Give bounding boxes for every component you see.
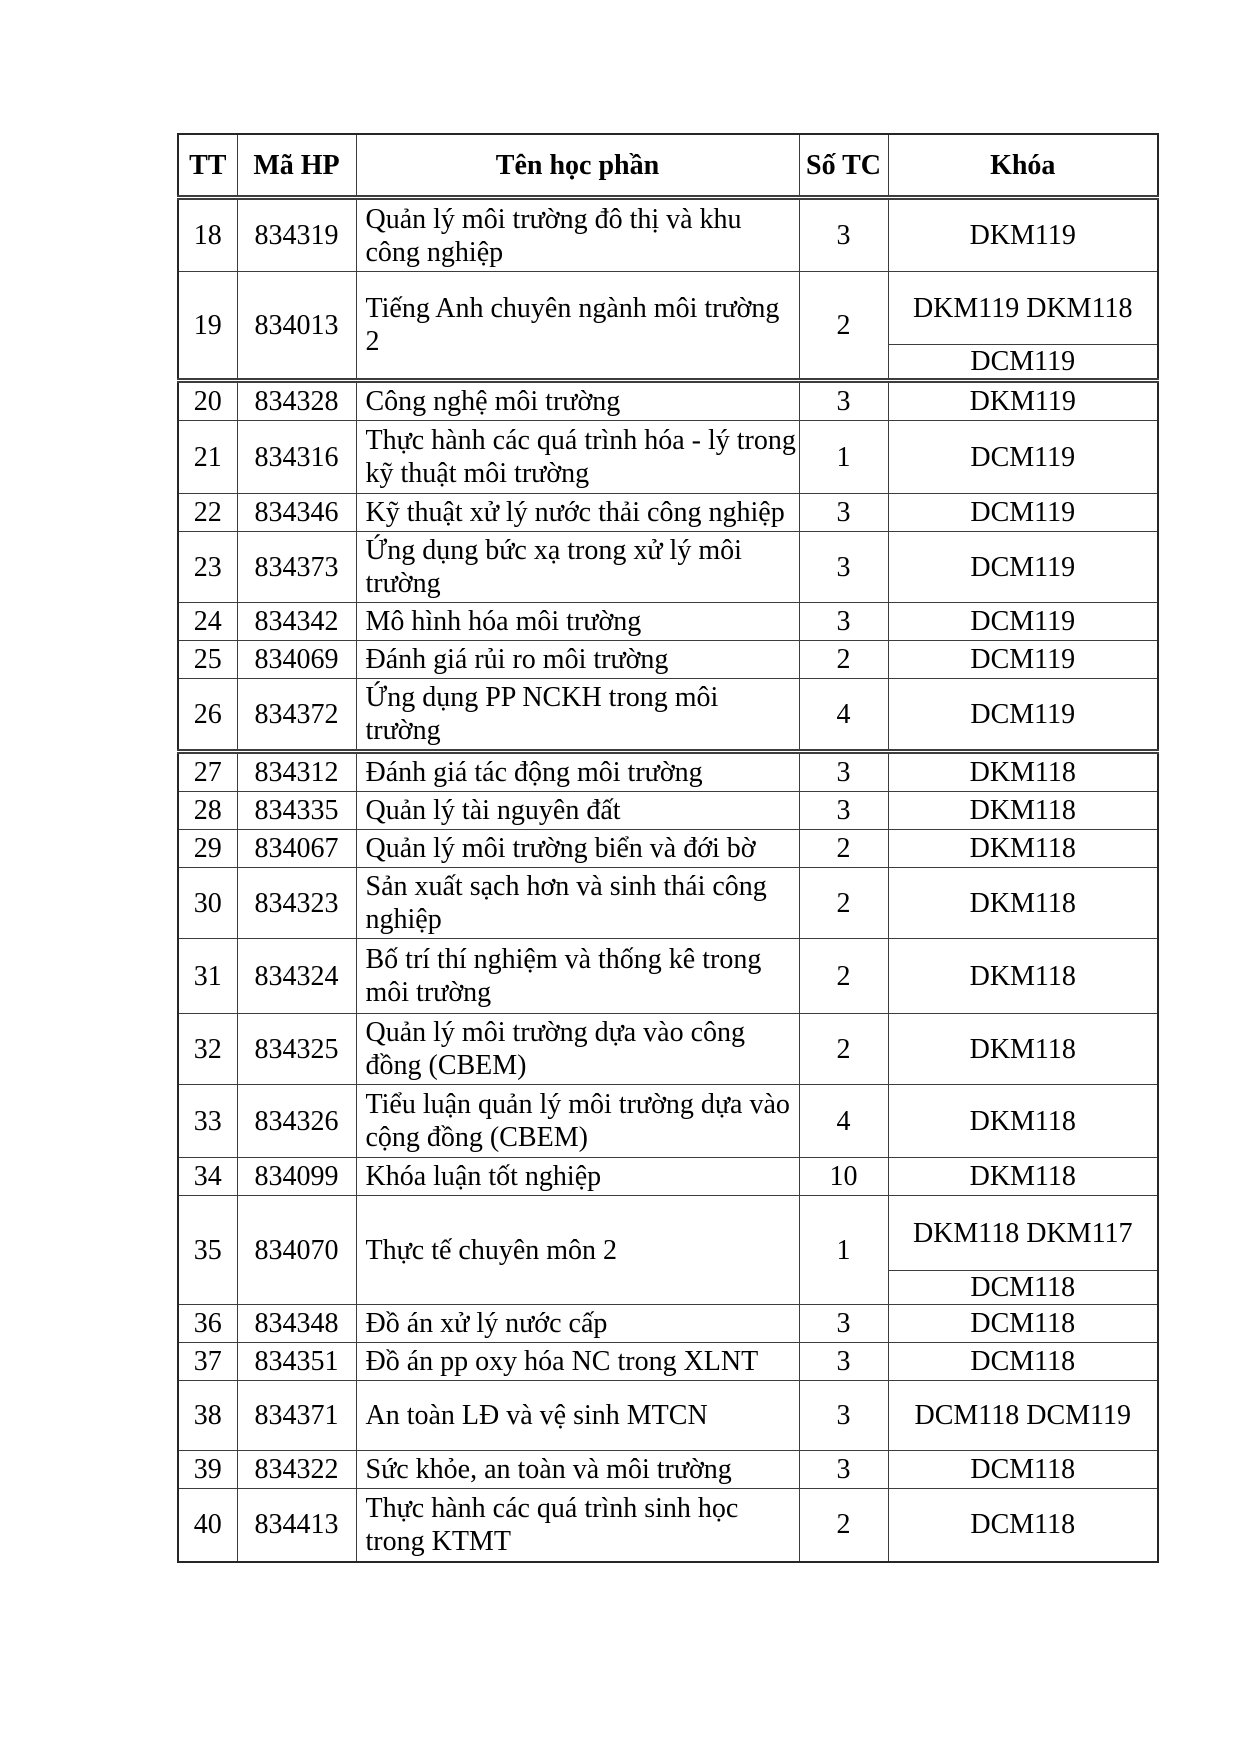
table-row bbox=[178, 1343, 1158, 1381]
cell-ten: Khóa luận tốt nghiệp bbox=[356, 1158, 799, 1196]
table-row bbox=[178, 1451, 1158, 1489]
cell-tt: 28 bbox=[178, 792, 237, 830]
cell-khoa: DKM118 bbox=[888, 868, 1158, 939]
table-row bbox=[178, 752, 1158, 792]
cell-ten: Thực hành các quá trình hóa - lý trong kỹ thuật môi trường bbox=[356, 421, 799, 494]
cell-so-tc: 2 bbox=[799, 830, 888, 868]
cell-so-tc: 2 bbox=[799, 939, 888, 1014]
cell-ma-hp: 834342 bbox=[237, 603, 356, 641]
cell-tt: 33 bbox=[178, 1085, 237, 1158]
cell-tt: 31 bbox=[178, 939, 237, 1014]
cell-khoa: DCM118 bbox=[888, 1489, 1158, 1562]
cell-ten: Bố trí thí nghiệm và thống kê trong môi trường bbox=[356, 939, 799, 1014]
table-row bbox=[178, 272, 1158, 345]
cell-ma-hp: 834325 bbox=[237, 1014, 356, 1085]
cell-ten: Quản lý môi trường đô thị và khu công nghiệp bbox=[356, 198, 799, 272]
cell-khoa: DCM119 bbox=[888, 421, 1158, 494]
cell-ma-hp: 834371 bbox=[237, 1381, 356, 1451]
cell-ten: Tiếng Anh chuyên ngành môi trường 2 bbox=[356, 272, 799, 381]
cell-khoa: DKM118 bbox=[888, 792, 1158, 830]
cell-so-tc: 3 bbox=[799, 1381, 888, 1451]
cell-ten: Sản xuất sạch hơn và sinh thái công nghiệp bbox=[356, 868, 799, 939]
cell-ma-hp: 834373 bbox=[237, 532, 356, 603]
cell-so-tc: 1 bbox=[799, 1196, 888, 1305]
cell-tt: 34 bbox=[178, 1158, 237, 1196]
cell-khoa: DCM118 DCM119 bbox=[888, 1381, 1158, 1451]
cell-so-tc: 4 bbox=[799, 679, 888, 752]
cell-so-tc: 3 bbox=[799, 494, 888, 532]
table-row bbox=[178, 1158, 1158, 1196]
cell-so-tc: 3 bbox=[799, 1343, 888, 1381]
cell-tt: 32 bbox=[178, 1014, 237, 1085]
cell-khoa: DCM119 bbox=[888, 679, 1158, 752]
table-row bbox=[178, 939, 1158, 1014]
cell-ten: Thực hành các quá trình sinh học trong KTMT bbox=[356, 1489, 799, 1562]
cell-khoa: DKM118 DKM117 bbox=[888, 1196, 1158, 1271]
cell-ma-hp: 834328 bbox=[237, 381, 356, 421]
cell-so-tc: 3 bbox=[799, 792, 888, 830]
cell-ma-hp: 834312 bbox=[237, 752, 356, 792]
cell-ma-hp: 834070 bbox=[237, 1196, 356, 1305]
cell-ten: Thực tế chuyên môn 2 bbox=[356, 1196, 799, 1305]
cell-tt: 22 bbox=[178, 494, 237, 532]
cell-ten: Đồ án xử lý nước cấp bbox=[356, 1305, 799, 1343]
cell-tt: 36 bbox=[178, 1305, 237, 1343]
cell-so-tc: 2 bbox=[799, 868, 888, 939]
cell-tt: 37 bbox=[178, 1343, 237, 1381]
cell-so-tc: 4 bbox=[799, 1085, 888, 1158]
table-row bbox=[178, 532, 1158, 603]
cell-ten: Đánh giá tác động môi trường bbox=[356, 752, 799, 792]
cell-tt: 23 bbox=[178, 532, 237, 603]
cell-tt: 20 bbox=[178, 381, 237, 421]
cell-tt: 21 bbox=[178, 421, 237, 494]
cell-tt: 39 bbox=[178, 1451, 237, 1489]
cell-khoa: DCM118 bbox=[888, 1343, 1158, 1381]
table-row bbox=[178, 198, 1158, 272]
cell-so-tc: 3 bbox=[799, 1305, 888, 1343]
cell-tt: 40 bbox=[178, 1489, 237, 1562]
cell-ma-hp: 834324 bbox=[237, 939, 356, 1014]
table-row bbox=[178, 1014, 1158, 1085]
cell-ten: Đồ án pp oxy hóa NC trong XLNT bbox=[356, 1343, 799, 1381]
cell-so-tc: 10 bbox=[799, 1158, 888, 1196]
cell-so-tc: 3 bbox=[799, 1451, 888, 1489]
table-row bbox=[178, 830, 1158, 868]
header-cell-so-tc: Số TC bbox=[799, 134, 888, 198]
cell-tt: 35 bbox=[178, 1196, 237, 1305]
cell-so-tc: 2 bbox=[799, 641, 888, 679]
table-row bbox=[178, 679, 1158, 752]
cell-so-tc: 3 bbox=[799, 603, 888, 641]
cell-khoa: DCM119 bbox=[888, 603, 1158, 641]
cell-khoa: DKM119 bbox=[888, 198, 1158, 272]
header-cell-ma-hp: Mã HP bbox=[237, 134, 356, 198]
cell-ma-hp: 834322 bbox=[237, 1451, 356, 1489]
course-table bbox=[177, 133, 1159, 1563]
cell-ten: Quản lý môi trường biển và đới bờ bbox=[356, 830, 799, 868]
table-row bbox=[178, 1305, 1158, 1343]
cell-khoa: DCM119 bbox=[888, 532, 1158, 603]
cell-ten: An toàn LĐ và vệ sinh MTCN bbox=[356, 1381, 799, 1451]
cell-tt: 29 bbox=[178, 830, 237, 868]
table-row bbox=[178, 1196, 1158, 1271]
cell-khoa: DCM118 bbox=[888, 1451, 1158, 1489]
cell-khoa: DKM118 bbox=[888, 1014, 1158, 1085]
cell-khoa: DKM118 bbox=[888, 752, 1158, 792]
cell-khoa: DCM119 bbox=[888, 345, 1158, 381]
cell-ma-hp: 834335 bbox=[237, 792, 356, 830]
cell-so-tc: 1 bbox=[799, 421, 888, 494]
cell-khoa: DCM118 bbox=[888, 1271, 1158, 1305]
cell-ma-hp: 834413 bbox=[237, 1489, 356, 1562]
cell-so-tc: 3 bbox=[799, 532, 888, 603]
cell-so-tc: 3 bbox=[799, 752, 888, 792]
cell-ten: Công nghệ môi trường bbox=[356, 381, 799, 421]
cell-ten: Sức khỏe, an toàn và môi trường bbox=[356, 1451, 799, 1489]
cell-khoa: DKM118 bbox=[888, 1085, 1158, 1158]
cell-tt: 27 bbox=[178, 752, 237, 792]
cell-ma-hp: 834099 bbox=[237, 1158, 356, 1196]
cell-khoa: DKM118 bbox=[888, 830, 1158, 868]
cell-so-tc: 2 bbox=[799, 1489, 888, 1562]
header-cell-ten-hoc-phan: Tên học phần bbox=[356, 134, 799, 198]
table-row bbox=[178, 1381, 1158, 1451]
cell-ma-hp: 834326 bbox=[237, 1085, 356, 1158]
cell-so-tc: 2 bbox=[799, 1014, 888, 1085]
cell-ten: Ứng dụng PP NCKH trong môi trường bbox=[356, 679, 799, 752]
cell-khoa: DCM118 bbox=[888, 1305, 1158, 1343]
table-row bbox=[178, 641, 1158, 679]
cell-ten: Đánh giá rủi ro môi trường bbox=[356, 641, 799, 679]
cell-so-tc: 3 bbox=[799, 198, 888, 272]
cell-khoa: DKM118 bbox=[888, 1158, 1158, 1196]
table-row bbox=[178, 603, 1158, 641]
cell-ma-hp: 834372 bbox=[237, 679, 356, 752]
header-row bbox=[178, 134, 1158, 198]
header-cell-tt: TT bbox=[178, 134, 237, 198]
cell-tt: 18 bbox=[178, 198, 237, 272]
cell-ma-hp: 834319 bbox=[237, 198, 356, 272]
cell-tt: 26 bbox=[178, 679, 237, 752]
table-row bbox=[178, 494, 1158, 532]
cell-khoa: DKM119 bbox=[888, 381, 1158, 421]
cell-tt: 24 bbox=[178, 603, 237, 641]
table-row bbox=[178, 868, 1158, 939]
table-row bbox=[178, 1085, 1158, 1158]
course-table-body bbox=[178, 198, 1158, 1562]
cell-ma-hp: 834067 bbox=[237, 830, 356, 868]
cell-so-tc: 3 bbox=[799, 381, 888, 421]
cell-ten: Ứng dụng bức xạ trong xử lý môi trường bbox=[356, 532, 799, 603]
table-row bbox=[178, 381, 1158, 421]
table-row bbox=[178, 792, 1158, 830]
cell-ma-hp: 834316 bbox=[237, 421, 356, 494]
cell-ten: Mô hình hóa môi trường bbox=[356, 603, 799, 641]
cell-ten: Quản lý tài nguyên đất bbox=[356, 792, 799, 830]
cell-ten: Quản lý môi trường dựa vào công đồng (CBEM) bbox=[356, 1014, 799, 1085]
cell-khoa: DKM118 bbox=[888, 939, 1158, 1014]
cell-ma-hp: 834069 bbox=[237, 641, 356, 679]
cell-ten: Tiểu luận quản lý môi trường dựa vào cộng đồng (CBEM) bbox=[356, 1085, 799, 1158]
cell-ten: Kỹ thuật xử lý nước thải công nghiệp bbox=[356, 494, 799, 532]
cell-ma-hp: 834346 bbox=[237, 494, 356, 532]
cell-khoa: DCM119 bbox=[888, 494, 1158, 532]
cell-tt: 30 bbox=[178, 868, 237, 939]
cell-so-tc: 2 bbox=[799, 272, 888, 381]
cell-ma-hp: 834351 bbox=[237, 1343, 356, 1381]
cell-ma-hp: 834323 bbox=[237, 868, 356, 939]
cell-khoa: DKM119 DKM118 bbox=[888, 272, 1158, 345]
cell-tt: 38 bbox=[178, 1381, 237, 1451]
cell-tt: 19 bbox=[178, 272, 237, 381]
cell-khoa: DCM119 bbox=[888, 641, 1158, 679]
table-row bbox=[178, 1489, 1158, 1562]
cell-ma-hp: 834013 bbox=[237, 272, 356, 381]
cell-ma-hp: 834348 bbox=[237, 1305, 356, 1343]
header-cell-khoa: Khóa bbox=[888, 134, 1158, 198]
table-row bbox=[178, 421, 1158, 494]
cell-tt: 25 bbox=[178, 641, 237, 679]
